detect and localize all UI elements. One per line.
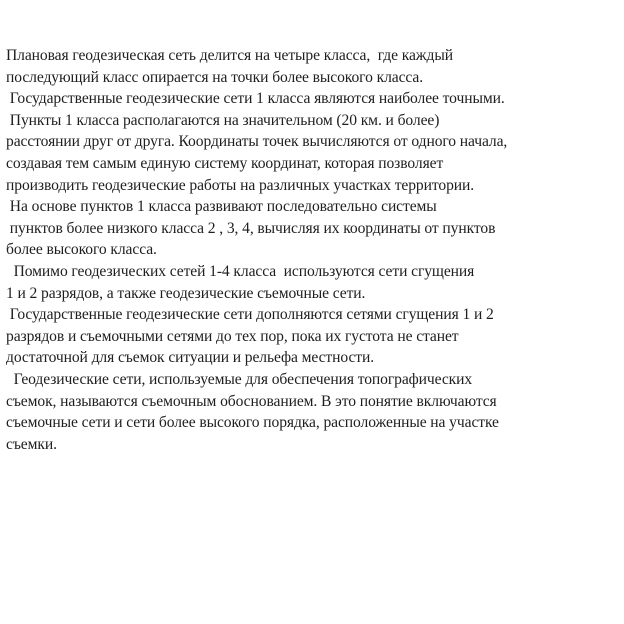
text-line: съемок, называются съемочным обоснованием. В это понятие включаются: [6, 392, 497, 410]
text-line: более высокого класса.: [6, 241, 157, 259]
text-line: создавая тем самым единую систему координат, которая позволяет: [6, 154, 444, 172]
text-line: производить геодезические работы на различных участках территории.: [6, 176, 475, 194]
text-line: Плановая геодезическая сеть делится на четыре класса, где каждый: [6, 47, 453, 64]
text-line: разрядов и съемочными сетями до тех пор, пока их густота не станет: [6, 327, 459, 345]
text-line: последующий класс опирается на точки более высокого класса.: [6, 68, 424, 86]
text-line: съемочные сети и сети более высокого порядка, расположенные на участке: [6, 414, 499, 432]
text-line: Государственные геодезические сети 1 класса являются наиболее точными.: [6, 90, 505, 108]
document-text: [6, 45, 618, 455]
text-line: достаточной для съемок ситуации и рельефа местности.: [6, 349, 375, 367]
text-line: пунктов более низкого класса 2 , 3, 4, вычисляя их координаты от пунктов: [6, 219, 496, 237]
text-line: Геодезические сети, используемые для обеспечения топографических: [6, 370, 473, 388]
text-line: 1 и 2 разрядов, а также геодезические съемочные сети.: [6, 284, 366, 302]
text-line: съемки.: [6, 435, 57, 453]
text-line: На основе пунктов 1 класса развивают последовательно системы: [6, 198, 437, 216]
text-line: Помимо геодезических сетей 1-4 класса используются сети сгущения: [6, 262, 475, 280]
text-line: Государственные геодезические сети дополняются сетями сгущения 1 и 2: [6, 306, 494, 324]
text-line: расстоянии друг от друга. Координаты точек вычисляются от одного начала,: [6, 133, 508, 151]
text-line: Пункты 1 класса располагаются на значительном (20 км. и более): [6, 111, 440, 129]
